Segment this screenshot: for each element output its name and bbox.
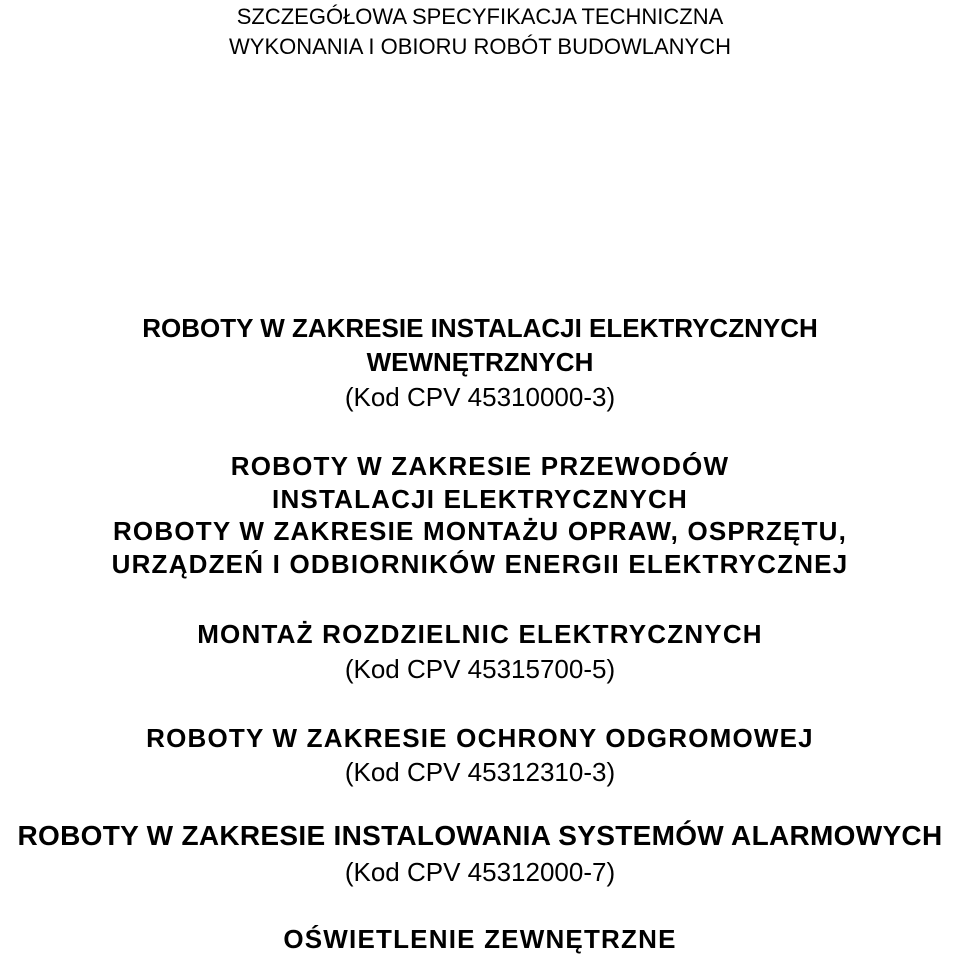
section-2-line-2: INSTALACJI ELEKTRYCZNYCH — [272, 484, 688, 514]
section-5-title: ROBOTY W ZAKRESIE INSTALOWANIA SYSTEMÓW ALARMOWYCH — [17, 820, 943, 851]
section-1-title-line-2: WEWNĘTRZNYCH — [366, 347, 594, 377]
section-2-line-1: ROBOTY W ZAKRESIE PRZEWODÓW — [230, 451, 730, 481]
section-6-title: OŚWIETLENIE ZEWNĘTRZNE — [283, 924, 677, 954]
section-1-cpv-code: (Kod CPV 45310000-3) — [344, 382, 616, 412]
section-4-cpv-code: (Kod CPV 45312310-3) — [344, 757, 616, 787]
section-4-title: ROBOTY W ZAKRESIE OCHRONY ODGROMOWEJ — [146, 723, 814, 753]
section-2-line-3: ROBOTY W ZAKRESIE MONTAŻU OPRAW, OSPRZĘTU, — [112, 516, 848, 546]
section-3-cpv-code: (Kod CPV 45315700-5) — [344, 654, 616, 684]
section-3-title: MONTAŻ ROZDZIELNIC ELEKTRYCZNYCH — [197, 619, 763, 649]
section-5-cpv-code: (Kod CPV 45312000-7) — [344, 857, 616, 887]
section-2-line-4: URZĄDZEŃ I ODBIORNIKÓW ENERGII ELEKTRYCZNEJ — [111, 549, 849, 579]
doc-header-line-2: WYKONANIA I OBIORU ROBÓT BUDOWLANYCH — [229, 34, 731, 59]
doc-header-line-1: SZCZEGÓŁOWA SPECYFIKACJA TECHNICZNA — [236, 4, 724, 29]
section-1-title-line-1: ROBOTY W ZAKRESIE INSTALACJI ELEKTRYCZNYCH — [142, 313, 818, 343]
